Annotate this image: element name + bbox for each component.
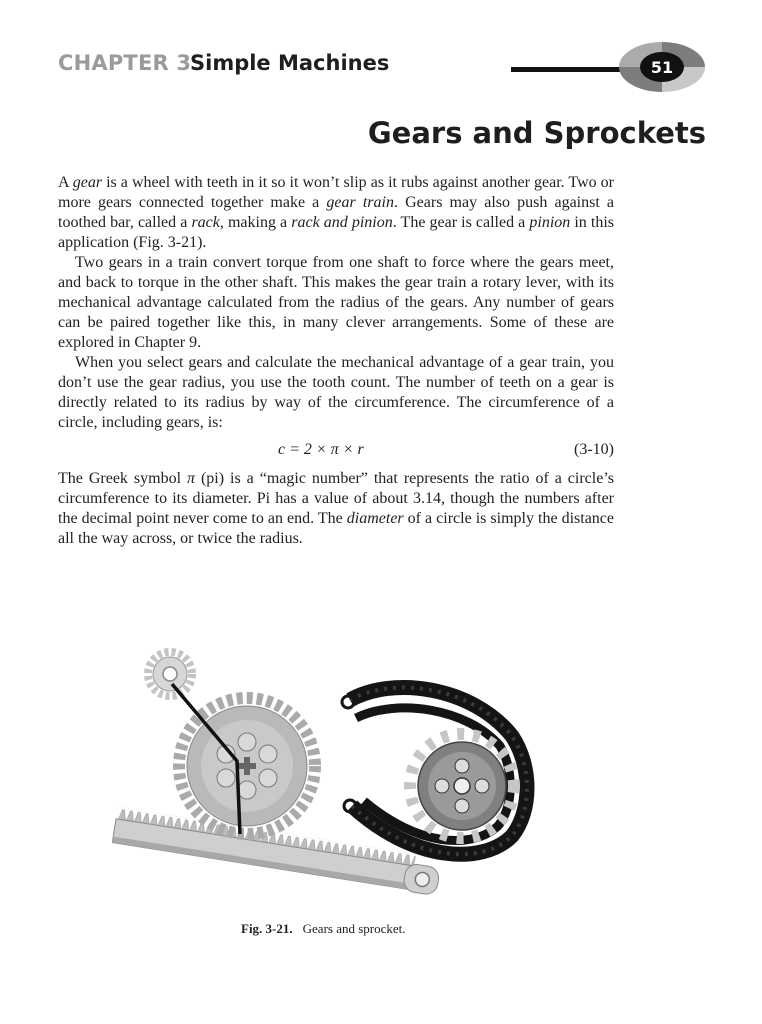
text-run: is a wheel with teeth in it so it won’t slip as it rubs against another gear. Two or more gears connected together make a: [58, 174, 615, 211]
sprocket-and-chain-drawing: [342, 688, 527, 855]
paragraph-1: [58, 173, 614, 253]
figure-caption: [241, 921, 406, 937]
paragraph-3: [58, 353, 614, 433]
italic-term: π: [186, 470, 195, 487]
text-run: When you select gears and calculate the mechanical advantage of a gear train, you don’t use the gear radius, you use the tooth count. The number of teeth on a gear is directly related to its radius by way of the circumference. The circumference of a circle, including gears, is:: [58, 354, 614, 431]
equation: [58, 437, 614, 464]
text-run: A: [58, 174, 73, 191]
italic-term: rack: [191, 214, 220, 231]
text-run: (pi) is a “magic number” that represents the ratio of a circle’s circumference to its diameter. Pi has a value of about 3.14, though the numbers after the decimal point never come to an end. The: [58, 470, 615, 527]
equation-formula: c = 2 × π × r: [278, 441, 364, 458]
paragraph-2: [58, 253, 614, 353]
page-number: 51: [650, 58, 674, 77]
chapter-title: Simple Machines: [190, 51, 390, 75]
figure-gears-and-sprocket: [112, 636, 572, 908]
section-title: Gears and Sprockets: [367, 116, 706, 150]
italic-term: gear train: [326, 194, 394, 211]
italic-term: gear: [72, 174, 103, 191]
body-text: [58, 173, 614, 549]
text-run: of a circle is simply the distance all the way across, or twice the radius.: [58, 510, 615, 547]
text-run: in this application (Fig. 3-21).: [58, 214, 615, 251]
italic-term: rack and pinion: [291, 214, 393, 231]
text-run: The Greek symbol: [58, 470, 187, 487]
text-run: Two gears in a train convert torque from one shaft to force where the gears meet, and back to torque in the other shaft. This makes the gear train a rotary lever, with its mechanical advantage calculated from the radius of the gears. Any number of gears can be paired together like this, in many clever arrangements. Some of these are explored in Chapter 9.: [58, 254, 614, 351]
figure-caption-text: Gears and sprocket.: [302, 921, 406, 936]
italic-term: diameter: [346, 510, 404, 527]
page-number-badge: [614, 36, 710, 98]
paragraph-4: [58, 469, 614, 549]
text-run: , making a: [219, 214, 292, 231]
chapter-label: CHAPTER 3: [58, 51, 192, 75]
text-run: . The gear is called a: [392, 214, 530, 231]
equation-number: (3-10): [574, 441, 614, 458]
italic-term: pinion: [529, 214, 571, 231]
text-run: . Gears may also push against a toothed bar, called a: [58, 194, 615, 231]
figure-label: Fig. 3-21.: [241, 921, 293, 936]
